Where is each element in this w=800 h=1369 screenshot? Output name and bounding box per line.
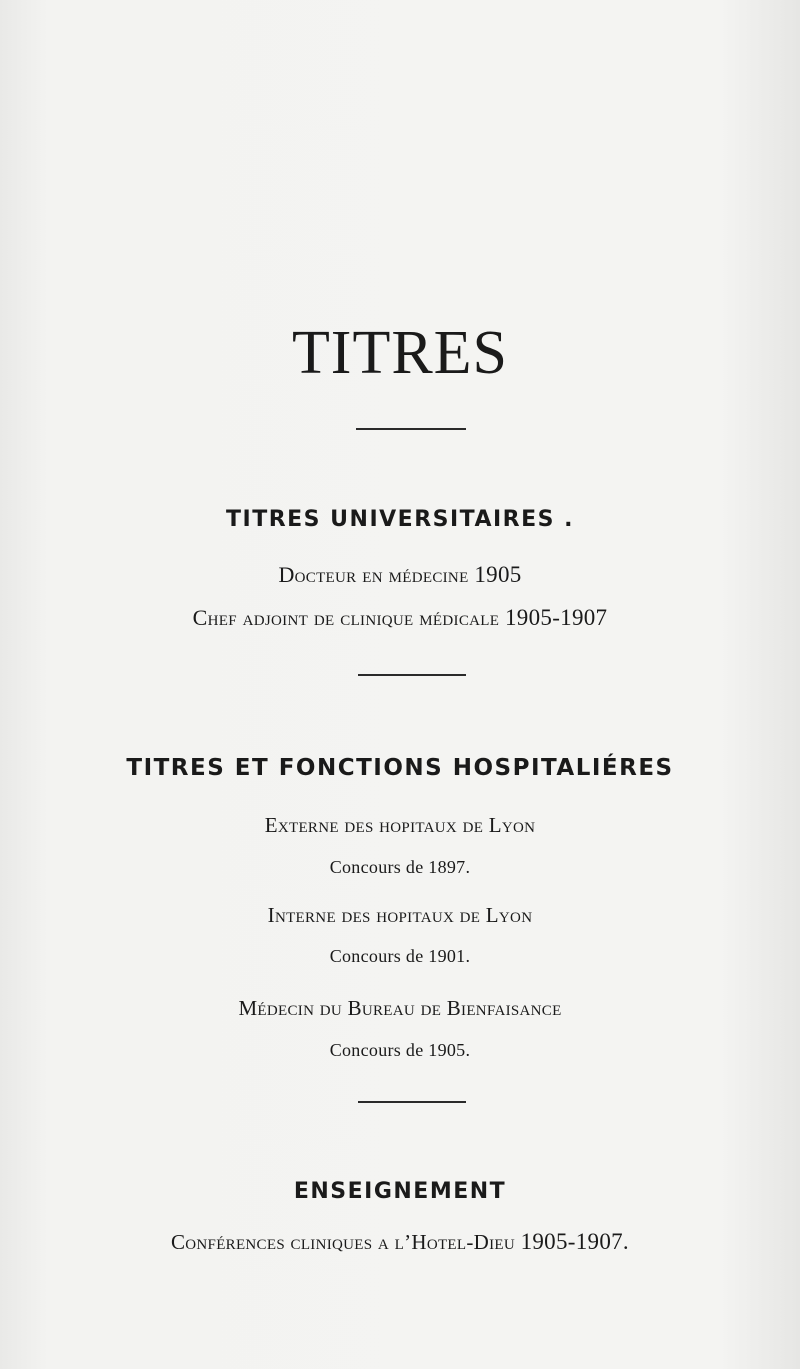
section-heading-enseignement: ENSEIGNEMENT — [293, 1179, 507, 1204]
hospital-concours-interne: Concours de 1901. — [329, 946, 471, 966]
title-line-docteur — [0, 562, 800, 588]
hospital-concours-externe: Concours de 1897. — [329, 857, 471, 877]
title-line-year: 1905 — [474, 562, 522, 587]
divider-rule — [358, 1101, 466, 1103]
teaching-line — [0, 1229, 800, 1255]
teaching-line-year: 1905-1907. — [520, 1229, 629, 1254]
title-line-text: Chef adjoint de clinique médicale — [192, 605, 500, 630]
divider-rule — [356, 428, 466, 430]
section-heading-universitaires: TITRES UNIVERSITAIRES . — [226, 507, 574, 532]
hospital-title-externe: Externe des hopitaux de Lyon — [264, 813, 536, 837]
divider-rule — [358, 674, 466, 676]
hospital-concours-medecin: Concours de 1905. — [329, 1040, 471, 1060]
title-line-year: 1905-1907 — [505, 605, 608, 630]
hospital-title-interne: Interne des hopitaux de Lyon — [267, 903, 533, 927]
title-line-text: Docteur en médecine — [278, 562, 469, 587]
hospital-title-medecin: Médecin du Bureau de Bienfaisance — [238, 996, 562, 1020]
teaching-line-text: Conférences cliniques a l’Hotel-Dieu — [170, 1230, 516, 1254]
title-line-chef-adjoint — [0, 605, 800, 631]
page-title: TITRES — [291, 319, 509, 387]
section-heading-hospitalieres: TITRES ET FONCTIONS HOSPITALIÉRES — [126, 755, 674, 781]
